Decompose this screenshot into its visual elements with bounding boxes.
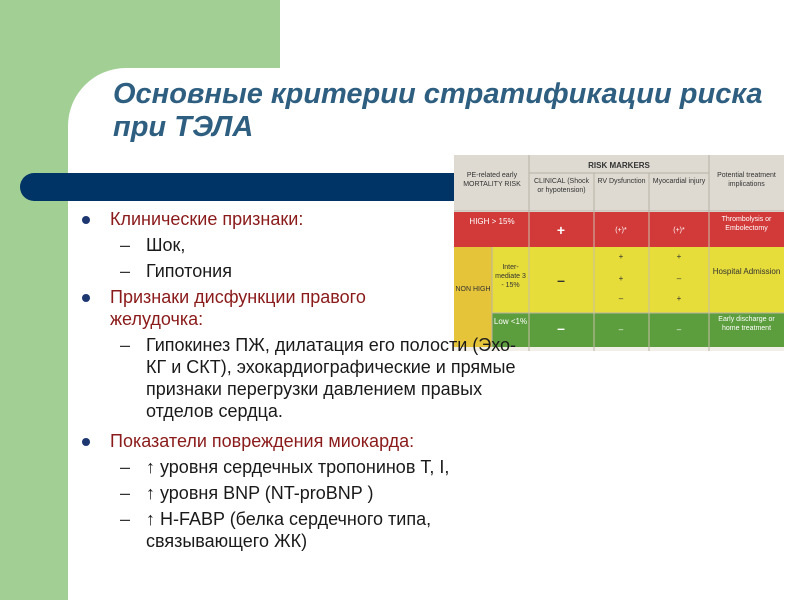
int-clinical-value: – [557, 272, 565, 288]
dash-icon: – [120, 235, 131, 255]
low-risk-label: Low <1% [493, 317, 528, 326]
dash-icon: – [120, 509, 131, 529]
sub-bullet [82, 456, 522, 478]
int-rv-value-2: + [618, 274, 624, 283]
non-high-label: NON HIGH [455, 286, 491, 293]
bullet-dot [82, 294, 90, 302]
col-impl-header: Potential treatment implications [717, 172, 776, 188]
bullet-text: Показатели повреждения миокарда: [110, 431, 415, 451]
sub-bullet [82, 260, 522, 282]
high-rv-value: (+)* [615, 227, 627, 234]
bullet-rv-dysfunction [82, 286, 522, 330]
bullet-myocardial [82, 430, 522, 452]
col-myo-header: Myocardial injury [652, 178, 706, 185]
col-clinical-header: CLINICAL (Shock or hypotension) [534, 178, 589, 194]
int-myo-value-3: + [676, 294, 682, 303]
sub-bullet-text: Шок, [146, 235, 186, 255]
bullet-clinical [82, 208, 522, 230]
high-myo-value: (+)* [673, 227, 685, 234]
int-myo-value-1: + [676, 252, 682, 261]
bullet-text: Клинические признаки: [110, 209, 304, 229]
sub-bullet [82, 334, 522, 422]
bullet-dot [82, 216, 90, 224]
bullet-dot [82, 438, 90, 446]
title-divider-band [20, 173, 520, 201]
low-clinical-value: – [557, 320, 565, 336]
dash-icon: – [120, 261, 131, 281]
sub-bullet-text: ↑ уровня сердечных тропонинов Т, I, [146, 457, 450, 477]
dash-icon: – [120, 335, 131, 355]
sub-bullet-text: ↑ H-FABP (белка сердечного типа, связывающего ЖК) [146, 509, 432, 551]
intermediate-label: Inter-mediate 3 - 15% [495, 264, 526, 289]
sub-bullet-text: Гипокинез ПЖ, дилатация его полости (Эхо-КГ и СКТ), эхокардиографические и прямые признаки перегрузки давлением правых отделов сердца. [146, 335, 516, 421]
dash-icon: – [120, 483, 131, 503]
int-rv-value-1: + [618, 252, 624, 261]
low-myo-value: – [676, 325, 682, 334]
int-impl-value: Hospital Admission [712, 267, 781, 276]
sub-bullet-text: ↑ уровня BNP (NT-proBNP ) [146, 483, 374, 503]
low-rv-value: – [618, 325, 624, 334]
low-impl-value: Early discharge or home treatment [718, 316, 775, 332]
slide-title: Основные критерии стратификации риска при ТЭЛА [113, 78, 763, 143]
col-rv-header: RV Dysfunction [597, 178, 646, 185]
high-impl-value: Thrombolysis or Embolectomy [721, 216, 772, 232]
high-clinical-value: + [556, 222, 566, 238]
int-rv-value-3: – [618, 294, 624, 303]
sub-bullet-text: Гипотония [146, 261, 232, 281]
col-mortality-header: PE-related early MORTALITY RISK [463, 172, 521, 188]
high-risk-label: HIGH > 15% [469, 217, 515, 226]
sub-bullet [82, 508, 522, 552]
bullet-text: Признаки дисфункции правого желудочка: [110, 287, 366, 329]
dash-icon: – [120, 457, 131, 477]
bullet-list [82, 208, 522, 552]
sub-bullet [82, 234, 522, 256]
sub-bullet [82, 482, 522, 504]
int-myo-value-2: – [676, 274, 682, 283]
risk-markers-header: RISK MARKERS [588, 161, 650, 170]
